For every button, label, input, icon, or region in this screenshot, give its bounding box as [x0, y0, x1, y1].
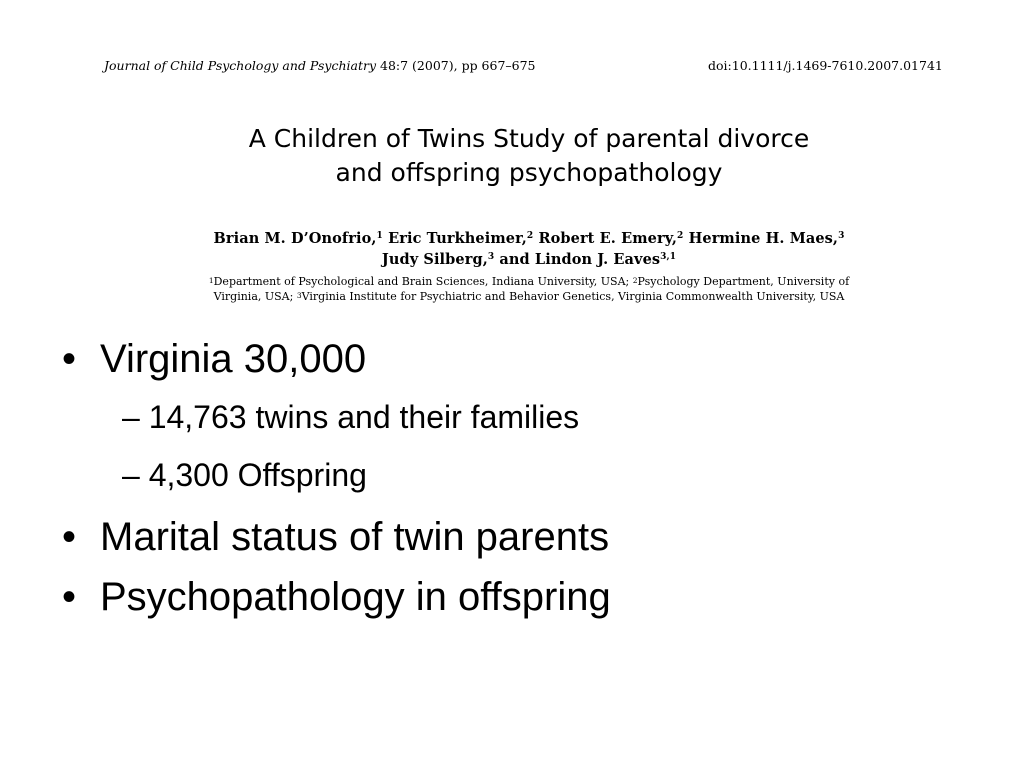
author-affiliation-mark: 1: [376, 231, 383, 241]
sub-bullet-list: [60, 388, 960, 504]
author-affiliation-mark: 3,1: [660, 252, 677, 262]
author-name: Hermine H. Maes,: [688, 230, 839, 247]
affiliation-line-2: [100, 289, 958, 304]
sub-bullet-item: [60, 388, 960, 446]
author-affiliation-mark: 3: [487, 252, 495, 262]
bullet-marker: •: [62, 337, 77, 381]
bullet-item: [60, 508, 960, 566]
affiliation-text: Psychology Department, University of: [637, 275, 850, 288]
affiliation-text: Virginia, USA;: [213, 290, 297, 303]
sub-bullet-marker: –: [122, 399, 140, 435]
author-affiliation-mark: 2: [526, 231, 534, 241]
doi: doi:10.1111/j.1469-7610.2007.01741: [708, 58, 943, 73]
journal-citation-line: [104, 58, 958, 73]
paper-title: [100, 122, 958, 190]
paper-header-image: [100, 52, 958, 312]
affiliation-mark: 3: [296, 291, 302, 300]
author-name: and Lindon J. Eaves: [499, 251, 661, 268]
author-name: Robert E. Emery,: [538, 230, 678, 247]
sub-bullet-item: [60, 446, 960, 504]
author-name: Eric Turkheimer,: [388, 230, 527, 247]
slide-bullet-list: [60, 330, 960, 626]
journal-citation: 48:7 (2007), pp 667–675: [380, 58, 536, 73]
author-line-1: [100, 228, 958, 249]
affiliation-mark: 2: [632, 276, 638, 285]
author-name: Judy Silberg,: [381, 251, 488, 268]
sub-bullet-text: 4,300 Offspring: [148, 457, 367, 493]
sub-bullet-marker: –: [122, 457, 140, 493]
author-line-2: [100, 249, 958, 270]
affiliations: [100, 274, 958, 304]
bullet-marker: •: [62, 575, 77, 619]
bullet-text: Psychopathology in offspring: [100, 575, 611, 619]
paper-title-line-2: and offspring psychopathology: [335, 158, 723, 187]
affiliation-line-1: [100, 274, 958, 289]
sub-bullet-group: [60, 388, 960, 504]
bullet-item: [60, 330, 960, 388]
affiliation-mark: 1: [208, 276, 214, 285]
author-list: [100, 228, 958, 270]
bullet-text: Marital status of twin parents: [100, 515, 610, 559]
bullet-item: [60, 568, 960, 626]
paper-title-line-1: A Children of Twins Study of parental divorce: [248, 124, 810, 153]
author-affiliation-mark: 2: [677, 231, 684, 241]
author-name: Brian M. D’Onofrio,: [213, 230, 377, 247]
affiliation-text: Department of Psychological and Brain Sciences, Indiana University, USA;: [213, 275, 633, 288]
sub-bullet-text: 14,763 twins and their families: [148, 399, 580, 435]
bullet-text: Virginia 30,000: [100, 337, 367, 381]
affiliation-text: Virginia Institute for Psychiatric and Behavior Genetics, Virginia Commonwealth University, USA: [301, 290, 845, 303]
author-affiliation-mark: 3: [838, 231, 845, 241]
journal-name: Journal of Child Psychology and Psychiatry: [104, 58, 377, 73]
bullet-marker: •: [62, 515, 77, 559]
